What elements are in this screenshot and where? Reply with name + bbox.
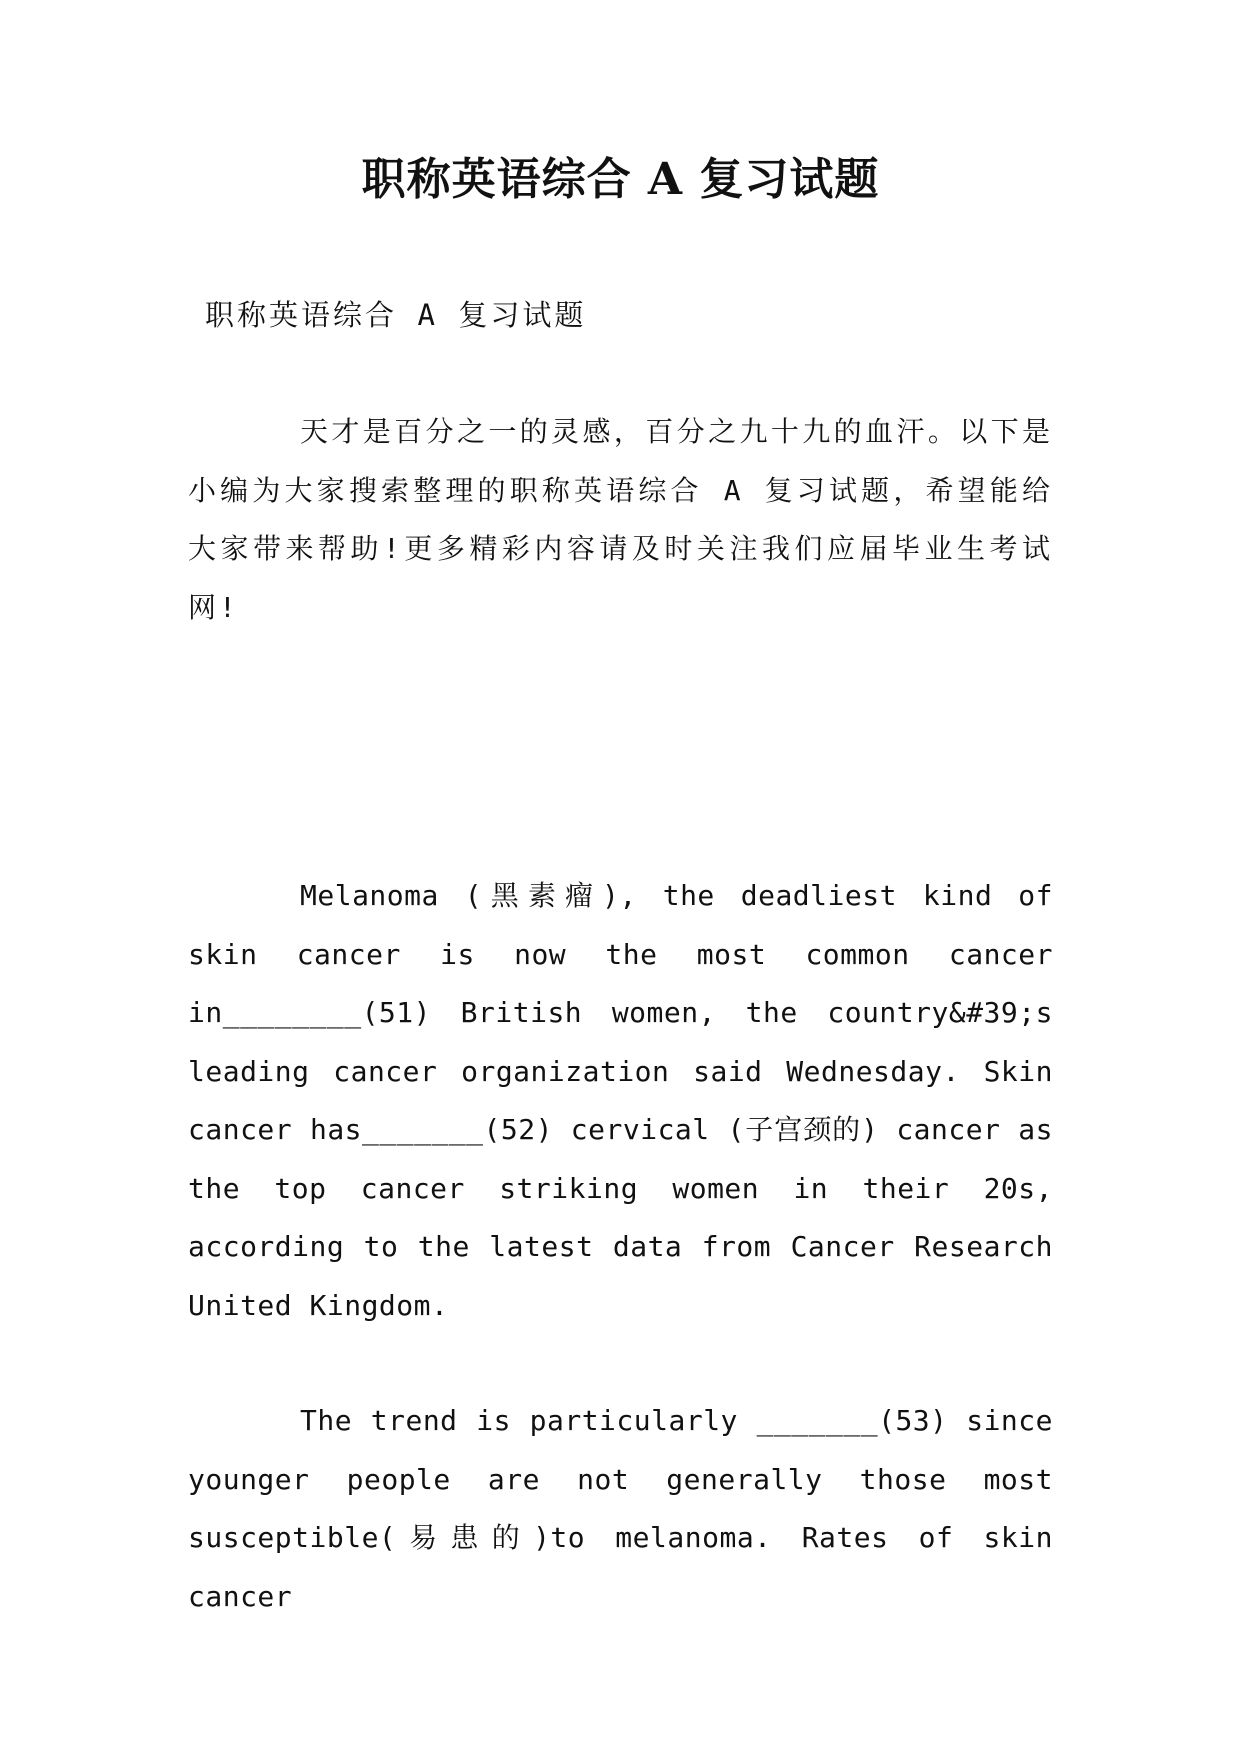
passage-paragraph-1: Melanoma (黑素瘤), the deadliest kind of skin cancer is now the most common cancer in________(51) British women, the country&#39;s leading cancer organization said Wednesday. Skin cancer has_______(52) cervical (子宫颈的) cancer as the top cancer striking women in their 20s, according to the latest data from Cancer Research United Kingdom.	[188, 879, 1053, 1322]
document-title: 职称英语综合 A 复习试题	[361, 154, 880, 205]
intro-paragraph: 天才是百分之一的灵感，百分之九十九的血汗。以下是小编为大家搜索整理的职称英语综合 A 复习试题，希望能给大家带来帮助!更多精彩内容请及时关注我们应届毕业生考试网!	[188, 415, 1053, 624]
passage-paragraph-2: The trend is particularly _______(53) since younger people are not generally those most susceptible(易患的)to melanoma. Rates of skin cancer	[188, 1404, 1053, 1613]
document-subtitle: 职称英语综合 A 复习试题	[205, 298, 587, 332]
